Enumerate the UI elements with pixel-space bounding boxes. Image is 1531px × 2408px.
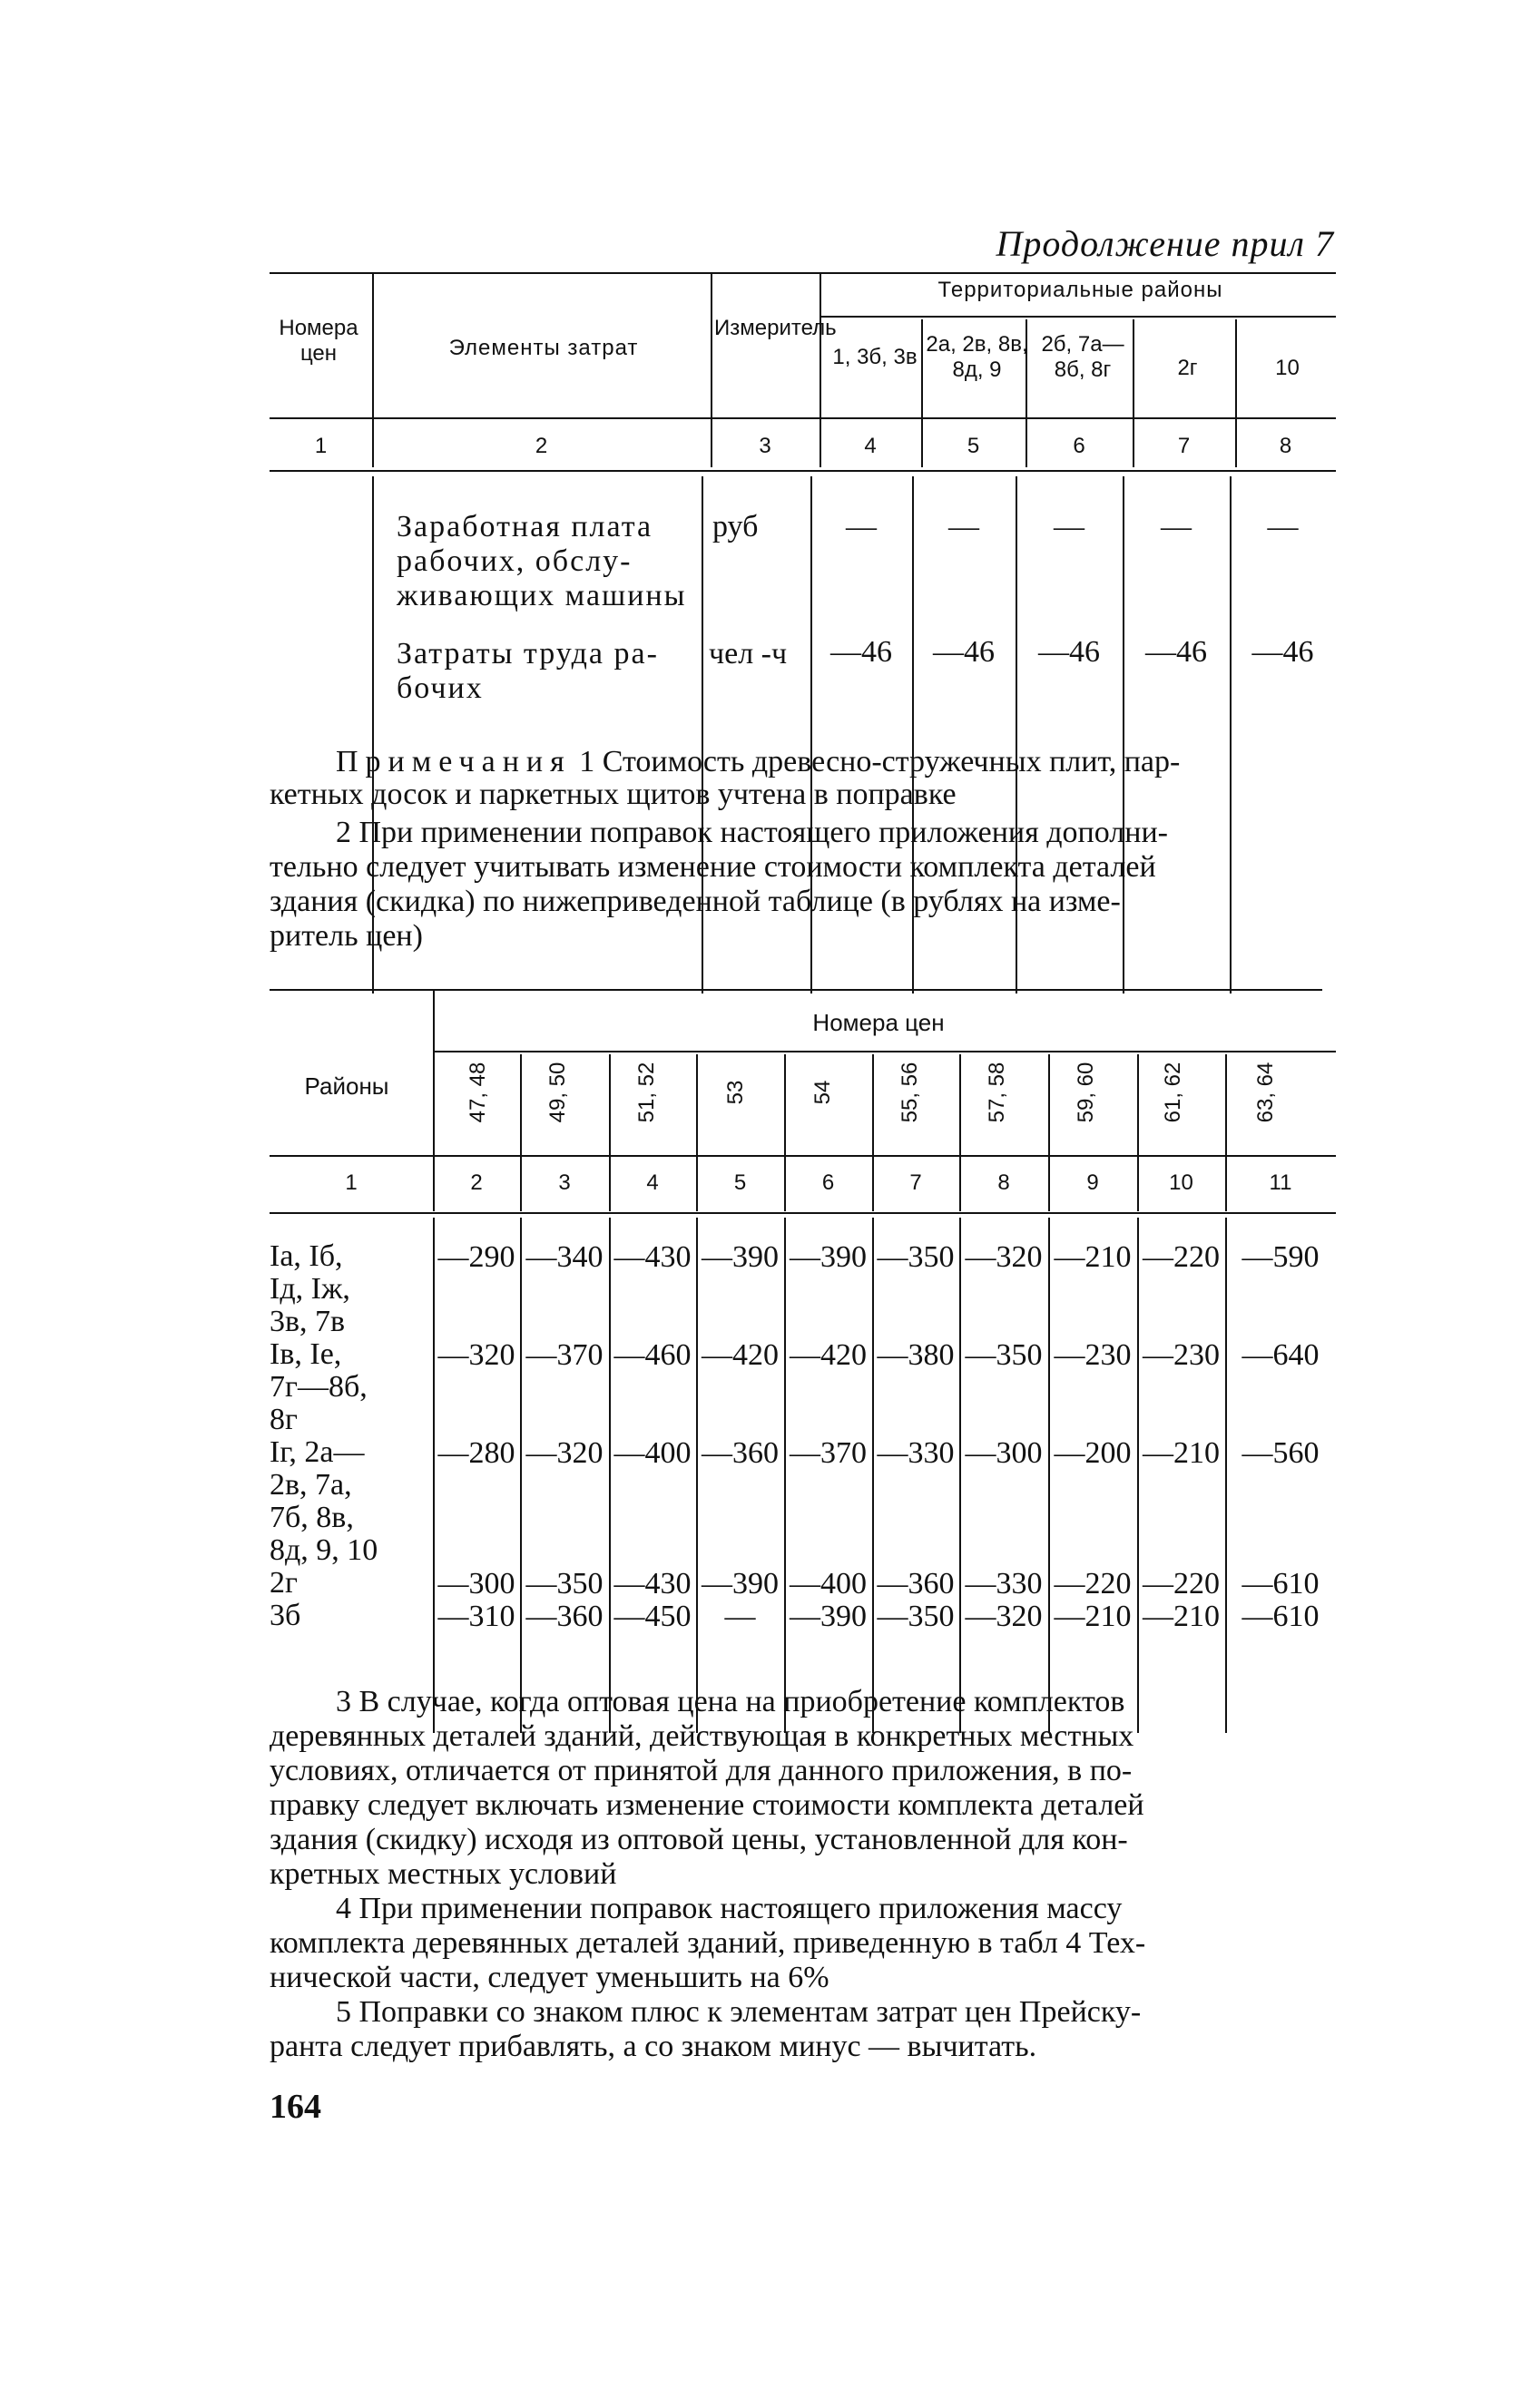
value-cell: —220 [1143, 1567, 1220, 1600]
district-line: 2в, 7а, [270, 1468, 352, 1502]
value-cell: —310 [437, 1600, 515, 1633]
value-cell: —320 [965, 1240, 1043, 1274]
column-number: 6 [821, 1170, 835, 1195]
note-line: тельно следует учитывать изменение стоимости комплекта деталей [270, 850, 1156, 884]
header-price-numbers [270, 316, 368, 367]
table-rule [1137, 1218, 1139, 1733]
column-number: 3 [759, 434, 771, 458]
value-cell: — [1054, 510, 1084, 543]
price-number-header: 55, 56 [898, 1062, 922, 1123]
district-label [270, 1436, 428, 1567]
unit-cell: руб [712, 510, 759, 543]
note-line: 1 Стоимость древесно-стружечных плит, пар- [579, 745, 1181, 778]
district-line: Iв, Iе, [270, 1337, 342, 1371]
value-cell: —340 [525, 1240, 604, 1274]
header-unit: Измеритель [714, 316, 837, 340]
table-rule [1225, 1218, 1227, 1733]
table-rule [270, 1212, 1336, 1214]
notes-label: Примечания [336, 745, 572, 778]
value-cell: —46 [1145, 635, 1207, 669]
value-cell: —230 [1054, 1338, 1132, 1372]
price-number-header: 49, 50 [545, 1062, 570, 1123]
column-number: 9 [1086, 1170, 1099, 1195]
table-row [397, 637, 696, 706]
value-cell: —210 [1054, 1600, 1132, 1633]
column-number: 6 [1073, 434, 1085, 458]
value-cell: —460 [613, 1338, 692, 1372]
value-cell: —590 [1241, 1240, 1320, 1274]
price-number-header: 61, 62 [1161, 1062, 1185, 1123]
value-cell: —350 [965, 1338, 1043, 1372]
table-rule [696, 1218, 698, 1733]
value-cell: —46 [1038, 635, 1100, 669]
district-line: 3в, 7в [270, 1305, 346, 1338]
table-rule [435, 1051, 1336, 1052]
value-cell: —350 [877, 1600, 955, 1633]
district-line: 7г—8б, [270, 1370, 368, 1404]
value-cell: —320 [525, 1436, 604, 1470]
value-cell: —360 [877, 1567, 955, 1600]
value-cell: — [948, 510, 979, 543]
column-number: 2 [470, 1170, 483, 1195]
value-cell: —450 [613, 1600, 692, 1633]
price-number-header: 54 [810, 1080, 835, 1105]
cost-element-line: живающих машины [397, 579, 687, 612]
district-line: 2г [270, 1566, 298, 1600]
district-label [270, 1240, 428, 1338]
district-label [270, 1338, 428, 1436]
table-rule [1048, 1218, 1050, 1733]
value-cell: — [1267, 510, 1299, 543]
price-number-header: 51, 52 [634, 1062, 659, 1123]
table-rule [872, 1218, 874, 1733]
header-label: Номера цен [279, 316, 358, 366]
district-line: Iг, 2а— [270, 1435, 365, 1469]
value-cell: —350 [877, 1240, 955, 1274]
column-number: 1 [345, 1170, 358, 1195]
column-number: 5 [733, 1170, 747, 1195]
district-line: 8д, 9, 10 [270, 1533, 378, 1567]
note-line: правку следует включать изменение стоимости комплекта деталей [270, 1788, 1144, 1822]
table-rule [270, 417, 1336, 419]
value-cell: —330 [877, 1436, 955, 1470]
continuation-title: Продолжение прил 7 [996, 223, 1334, 264]
value-cell: —390 [702, 1240, 779, 1274]
column-number: 3 [558, 1170, 571, 1195]
value-cell: —290 [437, 1240, 515, 1274]
table-rule [270, 989, 1322, 991]
unit-cell: чел -ч [709, 637, 788, 671]
header-district: 1, 3б, 3в [832, 345, 918, 369]
value-cell: —220 [1143, 1240, 1220, 1274]
note-line: ранта следует прибавлять, а со знаком минус — вычитать. [270, 2030, 1037, 2063]
value-cell: —280 [437, 1436, 515, 1470]
column-number: 5 [967, 434, 980, 458]
note-line: 3 В случае, когда оптовая цена на приобретение комплектов [336, 1685, 1125, 1718]
column-number: 8 [997, 1170, 1010, 1195]
header-cost-elements: Элементы затрат [448, 336, 639, 360]
value-cell: —210 [1143, 1600, 1220, 1633]
value-cell: —46 [830, 635, 892, 669]
value-cell: —320 [437, 1338, 515, 1372]
column-number: 10 [1169, 1170, 1193, 1195]
value-cell: —390 [790, 1240, 867, 1274]
value-cell: —370 [790, 1436, 867, 1470]
note-line: 2 При применении поправок настоящего приложения дополни- [336, 816, 1168, 849]
table-rule [270, 470, 1336, 472]
cost-element-line: Заработная плата [397, 510, 653, 543]
district-line: Iа, Iб, [270, 1239, 343, 1273]
cost-element-line: рабочих, обслу- [397, 544, 633, 578]
district-label [270, 1600, 428, 1632]
district-label [270, 1567, 428, 1600]
value-cell: —370 [525, 1338, 604, 1372]
note-line: кетных досок и паркетных щитов учтена в поправке [270, 778, 957, 811]
header-territorial-districts: Территориальные районы [937, 278, 1223, 302]
table-rule [433, 1218, 435, 1733]
column-number: 11 [1269, 1170, 1292, 1195]
note-line: 5 Поправки со знаком плюс к элементам затрат цен Прейску- [336, 1995, 1142, 2029]
value-cell: — [1161, 510, 1192, 543]
note-line: деревянных деталей зданий, действующая в конкретных местных [270, 1719, 1134, 1753]
value-cell: —430 [613, 1567, 692, 1600]
table-rule [520, 1218, 522, 1733]
header-districts: Районы [304, 1072, 389, 1100]
table-rule [959, 1218, 961, 1733]
cost-element-line: Затраты труда ра- [397, 637, 659, 671]
column-number: 4 [864, 434, 877, 458]
value-cell: —230 [1143, 1338, 1220, 1372]
price-number-header: 53 [723, 1080, 748, 1105]
column-number: 7 [909, 1170, 922, 1195]
note-line: здания (скидка) по нижеприведенной таблице (в рублях на изме- [270, 885, 1121, 918]
value-cell: —330 [965, 1567, 1043, 1600]
column-number: 7 [1177, 434, 1191, 458]
table-rule [270, 1155, 1336, 1157]
note-line: кретных местных условий [270, 1857, 617, 1891]
note-line: здания (скидку) исходя из оптовой цены, установленной для кон- [270, 1823, 1128, 1856]
value-cell: —560 [1241, 1436, 1320, 1470]
district-line: Iд, Iж, [270, 1272, 350, 1306]
table-rule [270, 272, 1336, 274]
price-number-header: 59, 60 [1074, 1062, 1098, 1123]
value-cell: —46 [933, 635, 995, 669]
value-cell: — [846, 510, 877, 543]
district-line: 3б [270, 1599, 301, 1632]
value-cell: —200 [1054, 1436, 1132, 1470]
value-cell: —610 [1241, 1600, 1320, 1633]
table-row [397, 510, 696, 613]
district-line: 7б, 8в, [270, 1501, 354, 1534]
note-line: ритель цен) [270, 919, 423, 953]
table-rule [819, 316, 1336, 318]
value-cell: —350 [525, 1567, 604, 1600]
value-cell: —390 [790, 1600, 867, 1633]
value-cell: —220 [1054, 1567, 1132, 1600]
value-cell: —610 [1241, 1567, 1320, 1600]
price-number-header: 57, 58 [985, 1062, 1009, 1123]
note-line: 4 При применении поправок настоящего приложения массу [336, 1892, 1123, 1925]
value-cell: —360 [702, 1436, 779, 1470]
note-paragraph [336, 746, 1334, 778]
header-district: 2б, 7а—8б, 8г [1041, 332, 1124, 382]
value-cell: —390 [702, 1567, 779, 1600]
value-cell: —210 [1143, 1436, 1220, 1470]
page-number: 164 [270, 2088, 321, 2126]
value-cell: —420 [702, 1338, 779, 1372]
value-cell: —640 [1241, 1338, 1320, 1372]
table-rule [784, 1218, 786, 1733]
header-price-numbers: Номера цен [812, 1009, 945, 1036]
note-line: условиях, отличается от принятой для данного приложения, в по- [270, 1754, 1133, 1787]
value-cell: —400 [613, 1436, 692, 1470]
value-cell: —300 [965, 1436, 1043, 1470]
price-number-header: 63, 64 [1253, 1062, 1278, 1123]
header-district: 10 [1275, 356, 1300, 380]
cost-element-line: бочих [397, 671, 484, 705]
column-number: 4 [646, 1170, 659, 1195]
value-cell: —210 [1054, 1240, 1132, 1274]
value-cell: —420 [790, 1338, 867, 1372]
note-line: нической части, следует уменьшить на 6% [270, 1961, 829, 1994]
column-number: 1 [314, 434, 328, 458]
value-cell: —46 [1251, 635, 1314, 669]
value-cell: —380 [877, 1338, 955, 1372]
note-line: комплекта деревянных деталей зданий, приведенную в табл 4 Тех- [270, 1926, 1146, 1960]
value-cell: —300 [437, 1567, 515, 1600]
table-rule [609, 1218, 611, 1733]
price-number-header: 47, 48 [466, 1062, 490, 1123]
district-line: 8г [270, 1403, 298, 1436]
value-cell: —360 [525, 1600, 604, 1633]
header-district: 2а, 2в, 8в, 8д, 9 [926, 332, 1028, 382]
value-cell: —400 [790, 1567, 867, 1600]
column-number: 8 [1279, 434, 1292, 458]
value-cell: —320 [965, 1600, 1043, 1633]
value-cell: —430 [613, 1240, 692, 1274]
value-cell: — [724, 1600, 756, 1633]
column-number: 2 [535, 434, 548, 458]
header-district: 2г [1177, 356, 1198, 380]
